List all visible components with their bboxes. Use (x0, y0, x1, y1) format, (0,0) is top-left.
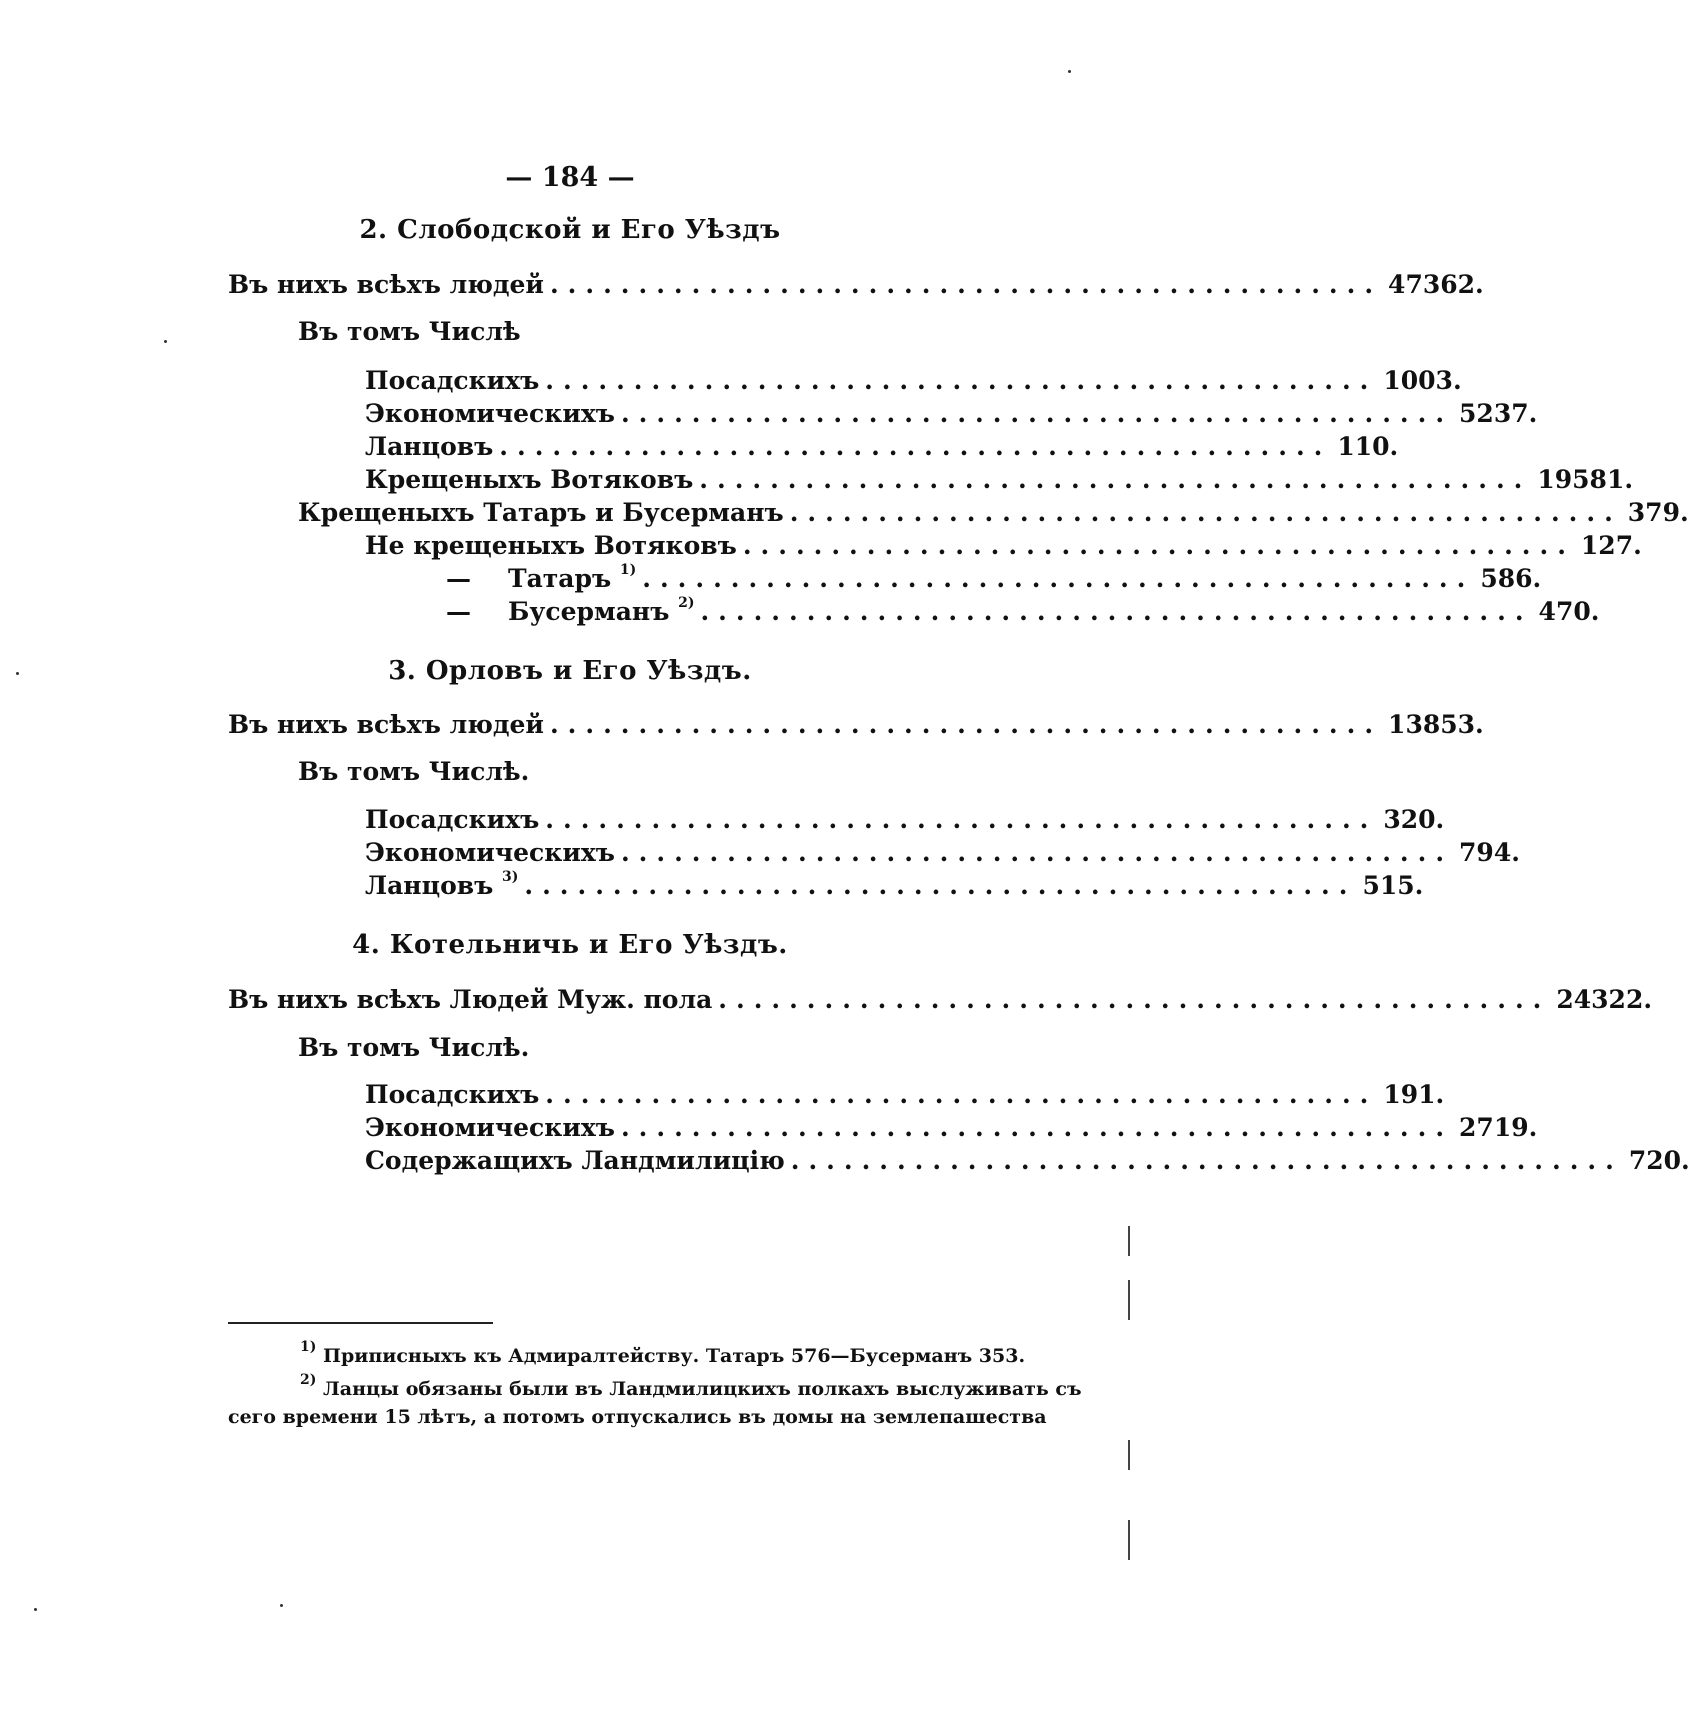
footnote-mark: 1) (300, 1338, 317, 1355)
item-value: 720. (1628, 1146, 1690, 1175)
scan-edge-mark (1128, 1520, 1130, 1560)
section-heading-kotelnich: 4. Котельничь и Его Уѣздъ. (352, 930, 788, 960)
item-label-group (446, 561, 637, 593)
footnote-ref: 1) (619, 561, 637, 578)
dot-leader: ............................................... (620, 838, 1454, 867)
scan-edge-mark (1128, 1280, 1130, 1320)
dot-leader: ............................................... (545, 1080, 1378, 1109)
footnote-separator (228, 1322, 493, 1324)
dot-leader: ............................................... (620, 399, 1454, 428)
total-row-orlov (228, 710, 1484, 739)
list-item (365, 399, 1538, 428)
footnote-1 (300, 1338, 1026, 1370)
dot-leader: ............................................... (790, 1146, 1623, 1175)
footnote-text: Ланцы обязаны были въ Ландмилицкихъ полкахъ выслуживать съ (323, 1378, 1082, 1400)
list-item (365, 465, 1634, 494)
dot-leader: ............................................... (549, 270, 1383, 299)
dot-leader: ............................................... (549, 710, 1383, 739)
item-value: 110. (1337, 432, 1399, 461)
dot-leader: ............................................... (789, 498, 1622, 527)
section-heading-slobodskoy: 2. Слободской и Его Уѣздъ (359, 215, 781, 245)
item-value: 586. (1480, 564, 1542, 593)
item-value: 19581. (1537, 465, 1634, 494)
list-item (365, 838, 1520, 867)
footnote-text: сего времени 15 лѣтъ, а потомъ отпускались въ домы на землепашества (228, 1406, 1047, 1428)
ditto-dash: — (446, 597, 471, 626)
dot-leader: ............................................... (499, 432, 1332, 461)
scan-speck (16, 672, 19, 675)
list-item (298, 498, 1689, 527)
item-label: Экономическихъ (365, 838, 615, 867)
subhead-in-that-number: Въ томъ Числѣ. (298, 1033, 530, 1062)
dot-leader: ............................................... (620, 1113, 1454, 1142)
total-label: Въ нихъ всѣхъ Людей Муж. пола (228, 985, 713, 1014)
item-value: 127. (1580, 531, 1642, 560)
item-value: 320. (1383, 805, 1445, 834)
item-value: 470. (1538, 597, 1600, 626)
total-label: Въ нихъ всѣхъ людей (228, 710, 544, 739)
scan-edge-mark (1128, 1226, 1130, 1256)
item-value: 191. (1383, 1080, 1445, 1109)
footnote-text: Приписныхъ къ Адмиралтейству. Татаръ 576—Бусерманъ 353. (323, 1345, 1026, 1367)
total-row-slobodskoy (228, 270, 1484, 299)
item-value: 379. (1627, 498, 1689, 527)
item-label-group (446, 594, 695, 626)
item-label: Не крещеныхъ Вотяковъ (365, 531, 737, 560)
list-item (365, 366, 1462, 395)
dot-leader: ............................................... (718, 985, 1551, 1014)
section-heading-orlov: 3. Орловъ и Его Уѣздъ. (388, 656, 752, 686)
item-label: Ланцовъ (365, 432, 494, 461)
item-value: 515. (1362, 871, 1424, 900)
list-item (365, 1080, 1445, 1109)
total-label: Въ нихъ всѣхъ людей (228, 270, 544, 299)
dot-leader: ............................................... (545, 366, 1378, 395)
list-item (365, 432, 1399, 461)
dot-leader: ............................................... (545, 805, 1378, 834)
dot-leader: ............................................... (699, 465, 1532, 494)
subhead-in-that-number: Въ томъ Числѣ. (298, 757, 530, 786)
footnote-2-continued (228, 1403, 1047, 1431)
dot-leader: ............................................... (524, 871, 1357, 900)
item-label: Крещеныхъ Татаръ и Бусерманъ (298, 498, 784, 527)
scan-speck (164, 340, 167, 343)
footnote-mark: 2) (300, 1371, 317, 1388)
scan-speck (280, 1604, 283, 1607)
total-value: 24322. (1556, 985, 1653, 1014)
item-label: Посадскихъ (365, 805, 540, 834)
item-value: 5237. (1459, 399, 1538, 428)
item-label-group (365, 868, 519, 900)
total-value: 47362. (1388, 270, 1484, 299)
footnote-2 (300, 1371, 1082, 1403)
list-item (446, 594, 1600, 626)
scan-edge-mark (1128, 1440, 1130, 1470)
item-label: Экономическихъ (365, 399, 615, 428)
item-value: 794. (1459, 838, 1520, 867)
item-value: 1003. (1383, 366, 1462, 395)
total-row-kotelnich (228, 985, 1653, 1014)
ditto-dash: — (446, 564, 471, 593)
dot-leader: ............................................... (642, 564, 1475, 593)
item-label: Экономическихъ (365, 1113, 615, 1142)
subhead-in-that-number: Въ томъ Числѣ (298, 317, 521, 346)
list-item (365, 1113, 1538, 1142)
scan-speck (34, 1608, 37, 1611)
list-item (365, 531, 1642, 560)
item-label: Крещеныхъ Вотяковъ (365, 465, 694, 494)
list-item (365, 868, 1424, 900)
item-label: Посадскихъ (365, 366, 540, 395)
list-item (365, 805, 1445, 834)
page-number: — 184 — (505, 162, 635, 193)
list-item (365, 1146, 1690, 1175)
list-item (446, 561, 1542, 593)
item-label: Содержащихъ Ландмилицію (365, 1146, 785, 1175)
footnote-ref: 2) (678, 594, 695, 611)
item-label: Татаръ (508, 564, 612, 593)
item-label: Бусерманъ (508, 597, 670, 626)
total-value: 13853. (1388, 710, 1484, 739)
dot-leader: ............................................... (742, 531, 1575, 560)
item-value: 2719. (1459, 1113, 1538, 1142)
dot-leader: ............................................... (700, 597, 1533, 626)
item-label: Ланцовъ (365, 871, 494, 900)
scan-speck (1068, 70, 1071, 73)
footnote-ref: 3) (502, 868, 519, 885)
item-label: Посадскихъ (365, 1080, 540, 1109)
